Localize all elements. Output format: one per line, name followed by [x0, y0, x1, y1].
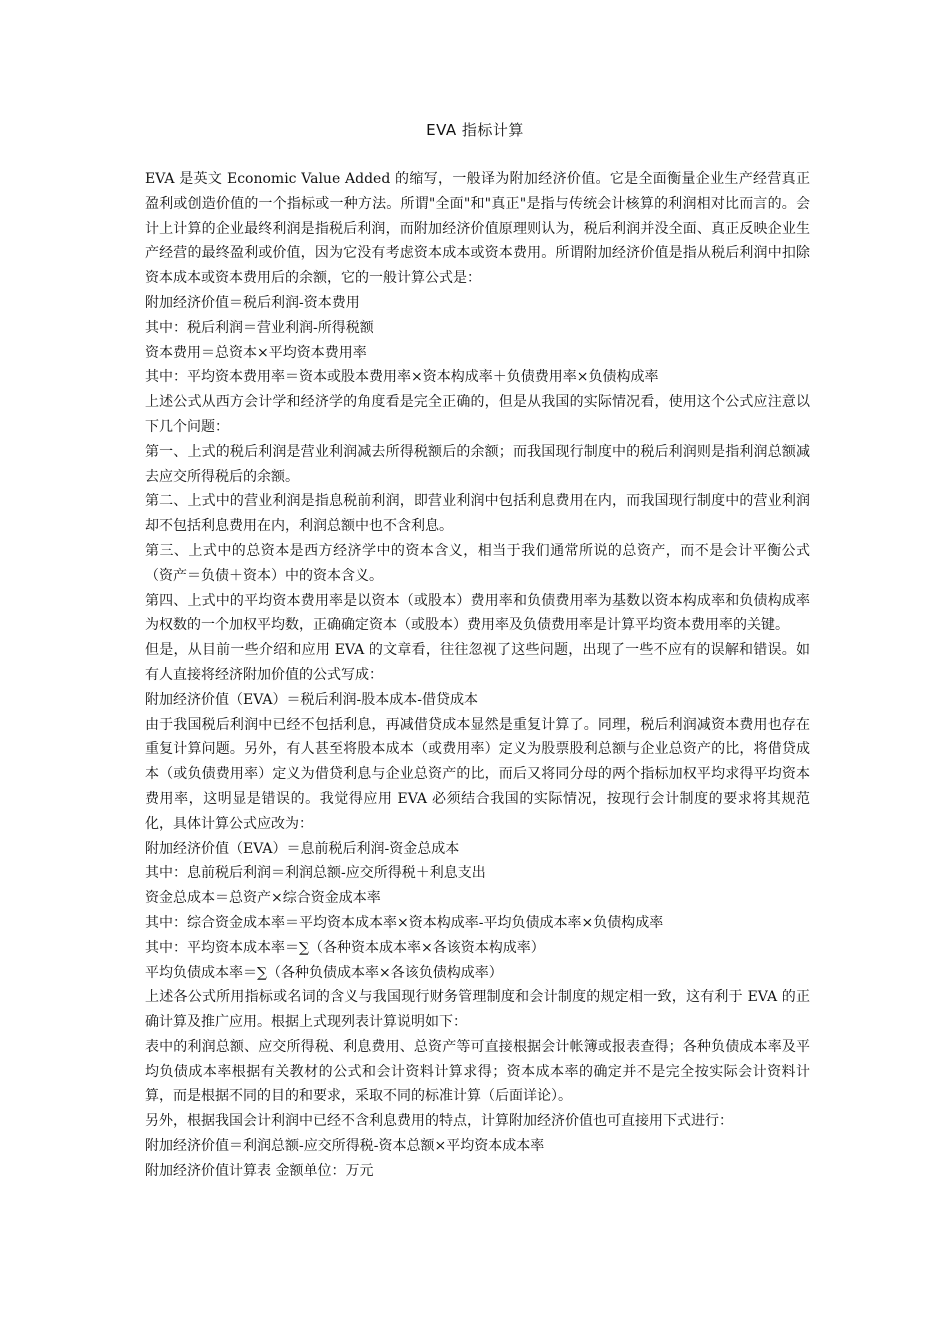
paragraph-text: 第四、上式中的平均资本费用率是以资本（或股本）费用率和负债费用率为基数以资本构成率和负债构成率为权数的一个加权平均数，正确确定资本（或股本）费用率及负债费用率是计算平均资本费用率的关键。 [145, 592, 810, 634]
paragraph-text: 上述公式从西方会计学和经济学的角度看是完全正确的，但是从我国的实际情况看，使用这个公式应注意以下几个问题： [145, 394, 810, 435]
paragraph-formula: 资金总成本＝总资产×综合资金成本率 [145, 890, 381, 907]
paragraph-text: 上述各公式所用指标或名词的含义与我国现行财务管理制度和会计制度的规定相一致，这有利于 EVA 的正确计算及推广应用。根据上式现列表计算说明如下： [145, 989, 810, 1031]
paragraph-formula: 其中：平均资本费用率＝资本或股本费用率×资本构成率＋负债费用率×负债构成率 [145, 369, 659, 386]
paragraph-text: 第三、上式中的总资本是西方经济学中的资本含义，相当于我们通常所说的总资产，而不是会计平衡公式（资产＝负债＋资本）中的资本含义。 [145, 542, 810, 584]
paragraph-text: 由于我国税后利润中已经不包括利息，再减借贷成本显然是重复计算了。同理，税后利润减资本费用也存在重复计算问题。另外，有人甚至将股本成本（或费用率）定义为股票股利总额与企业总资产的比，将借贷成本（或负债费用率）定义为借贷利息与企业总资产的比，而后又将同分母的两个指标加权平均求得平均资本费用率，这明显是错误的。我觉得应用 EVA 必须结合我国的实际情况，按现行会计制度的要求将其规范化，具体计算公式应改为： [145, 716, 810, 832]
paragraph-formula: 其中：平均资本成本率＝∑（各种资本成本率×各该资本构成率） [145, 939, 545, 956]
paragraph-formula: 资本费用＝总资本×平均资本费用率 [145, 344, 367, 361]
paragraph-formula: 附加经济价值＝税后利润-资本费用 [145, 294, 360, 311]
paragraph-intro: EVA 是英文 Economic Value Added 的缩写，一般译为附加经济价值。它是全面衡量企业生产经营真正盈利或创造价值的一个指标或一种方法。所谓"全面"和"真正"是指与传统会计核算的利润相对比而言的。会计上计算的企业最终利润是指税后利润，而附加经济价值原理则认为，税后利润并没全面、真正反映企业生产经营的最终盈利或价值，因为它没有考虑资本成本或资本费用。所谓附加经济价值是指从税后利润中扣除资本成本或资本费用后的余额，它的一般计算公式是： [145, 171, 810, 287]
paragraph-formula: 附加经济价值＝利润总额-应交所得税-资本总额×平均资本成本率 [145, 1138, 545, 1155]
paragraph-formula: 其中：综合资金成本率＝平均资本成本率×资本构成率-平均负债成本率×负债构成率 [145, 914, 664, 931]
paragraph-text: 但是，从目前一些介绍和应用 EVA 的文章看，往往忽视了这些问题，出现了一些不应有的误解和错误。如有人直接将经济附加价值的公式写成： [145, 642, 810, 683]
paragraph-formula: 其中：息前税后利润＝利润总额-应交所得税＋利息支出 [145, 865, 486, 882]
document-title: EVA 指标计算 [426, 121, 524, 139]
paragraph-formula: 附加经济价值（EVA）＝税后利润-股本成本-借贷成本 [145, 691, 478, 708]
document-body [145, 167, 810, 1184]
table-caption: 附加经济价值计算表 金额单位：万元 [145, 1162, 374, 1179]
paragraph-text: 另外，根据我国会计利润中已经不含利息费用的特点，计算附加经济价值也可直接用下式进行： [145, 1113, 733, 1130]
paragraph-formula: 附加经济价值（EVA）＝息前税后利润-资金总成本 [145, 840, 460, 857]
paragraph-text: 第二、上式中的营业利润是指息税前利润，即营业利润中包括利息费用在内，而我国现行制度中的营业利润却不包括利息费用在内，利润总额中也不含利息。 [145, 493, 810, 535]
paragraph-text: 第一、上式的税后利润是营业利润减去所得税额后的余额；而我国现行制度中的税后利润则是指利润总额减去应交所得税后的余额。 [145, 443, 810, 485]
paragraph-text: 表中的利润总额、应交所得税、利息费用、总资产等可直接根据会计帐簿或报表查得；各种负债成本率及平均负债成本率根据有关教材的公式和会计资料计算求得；资本成本率的确定并不是完全按实际会计资料计算，而是根据不同的目的和要求，采取不同的标准计算（后面详论）。 [145, 1038, 810, 1105]
paragraph-formula: 其中：税后利润＝营业利润-所得税额 [145, 319, 374, 336]
paragraph-formula: 平均负债成本率＝∑（各种负债成本率×各该负债构成率） [145, 964, 503, 981]
